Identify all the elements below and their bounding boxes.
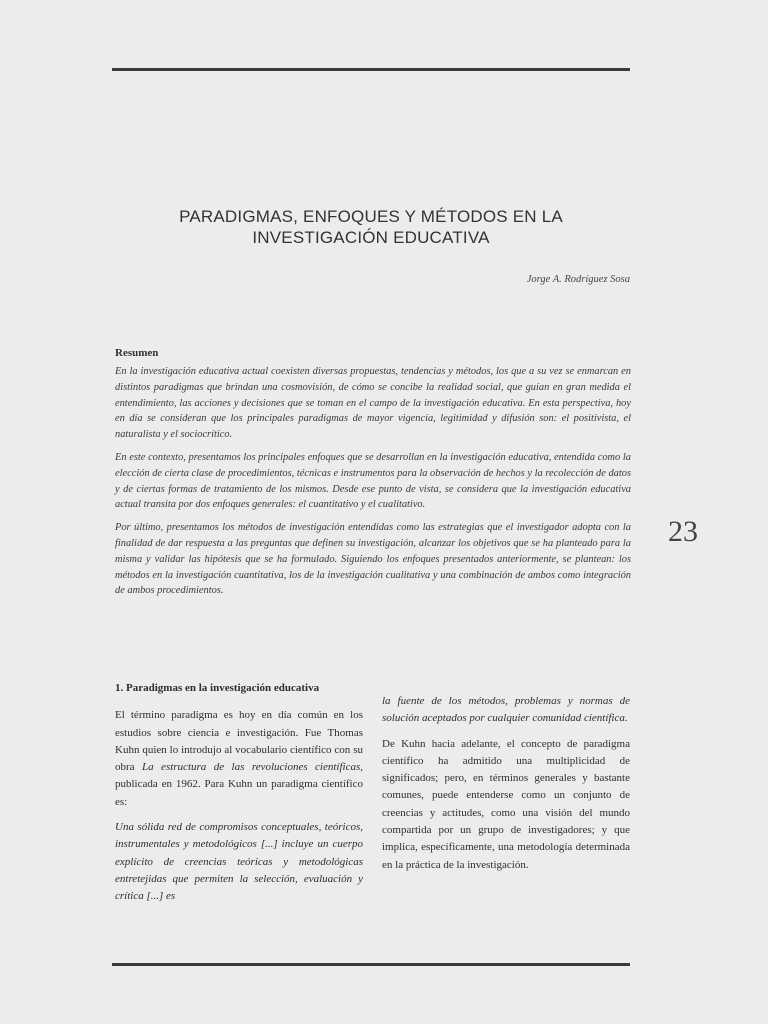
abstract-heading: Resumen [115,347,159,359]
section-heading: 1. Paradigmas en la investigación educativa [115,682,320,694]
bottom-rule [112,963,630,966]
kuhn-quote-end: la fuente de los métodos, problemas y normas de solución aceptados por cualquier comunidad científica. [382,695,630,725]
title-line-1: PARADIGMAS, ENFOQUES Y MÉTODOS EN LA [179,207,563,226]
left-column [115,680,363,914]
paragraph-text-cont: , publicada en 1962. Para Kuhn un paradigma científico es: [115,761,364,808]
section-paragraph-2: De Kuhn hacia adelante, el concepto de paradigma científico ha admitido una multiplicidad de significados; pero, en términos generales y bastante comunes, puede entenderse como un conjunto de creencias y actitudes, como una visión del mundo compartida por un grupo de investigadores; y que implica, específicamente, una metodología determinada en la práctica de la investigación. [382,737,630,871]
top-rule [112,68,630,71]
right-column [382,693,630,882]
paragraph-text: El término paradigma es hoy en día común en los estudios sobre ciencia e investigación. Fue Thomas Kuhn quien lo introdujo al vocabulario científico con su obra [115,709,363,774]
author-name: Jorge A. Rodríguez Sosa [526,274,630,285]
book-title: La estructura de las revoluciones científicas [142,761,361,774]
page-number: 23 [668,515,698,548]
kuhn-quote-start: Una sólida red de compromisos conceptuales, teóricos, instrumentales y metodológicos [...] incluye un cuerpo explícito de creencias teóricas y metodológicas entretejidas que permiten la selección, evaluación y crítica [...] es [115,821,363,903]
abstract-paragraph-3: Por último, presentamos los métodos de investigación entendidas como las estrategias que el investigador adopta con la finalidad de dar respuesta a las preguntas que definen su investigación, alcanzar los objetivos que se ha planteado para la misma y validar las hipótesis que se ha formulado. Siguiendo los enfoques presentados anteriormente, se plantean: los métodos en la investigación cuantitativa, los de la investigación cualitativa y una combinación de ambos como integración de ambos procedimientos. [115,522,631,597]
abstract-body [115,364,631,606]
article-title [112,206,630,248]
section-paragraph-1 [115,707,363,811]
abstract-paragraph-1: En la investigación educativa actual coexisten diversas propuestas, tendencias y métodos, los que a su vez se enmarcan en distintos paradigmas que brindan una cosmovisión, de cómo se concibe la realidad social, que guían en gran medida el entendimiento, las acciones y decisiones que se toman en el campo de la investigación educativa. En esta perspectiva, hoy en día se consideran que los principales paradigmas de mayor vigencia, legitimidad y difusión son: el positivista, el naturalista y el sociocrítico. [115,366,631,441]
abstract-paragraph-2: En este contexto, presentamos los principales enfoques que se desarrollan en la investigación educativa, entendida como la elección de cierta clase de procedimientos, técnicas e instrumentos para la observación de hechos y la recolección de datos y de ciertas formas de tratamiento de los mismos. Desde ese punto de vista, se considera que la investigación educativa actual transita por dos enfoques generales: el cuantitativo y el cualitativo. [115,451,631,511]
title-line-2: INVESTIGACIÓN EDUCATIVA [252,228,490,247]
